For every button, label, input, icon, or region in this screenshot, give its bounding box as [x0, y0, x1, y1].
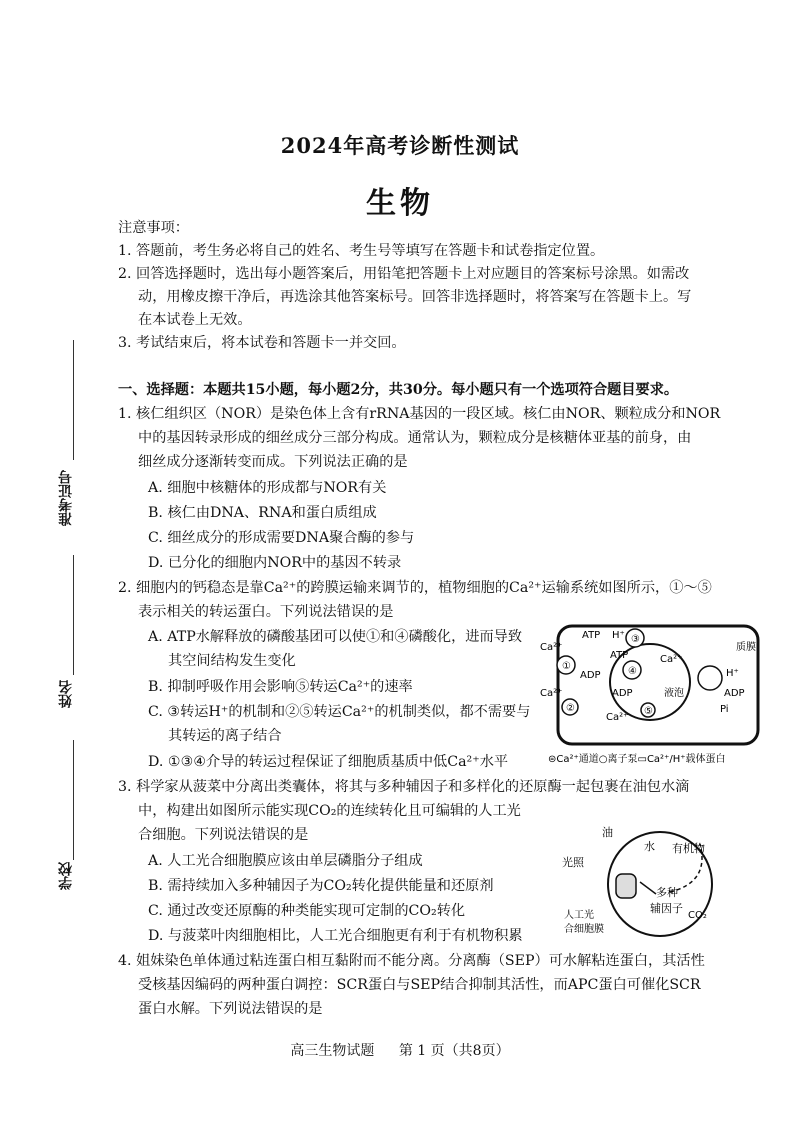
footer-page: 第 1 页（共8页） [398, 1043, 510, 1059]
q1-option-a: A. 细胞中核糖体的形成都与NOR有关 [148, 480, 387, 496]
arrow [640, 882, 656, 894]
proton-pump [698, 666, 722, 690]
fig-label: ATP [610, 650, 629, 661]
q1-option-b: B. 核仁由DNA、RNA和蛋白质组成 [148, 505, 377, 521]
fig-label: Ca²⁺ [606, 712, 629, 723]
fig-label: 光照 [562, 856, 584, 869]
exam-no-label: 准考证号 [58, 470, 74, 526]
fig-label: ADP [580, 670, 601, 681]
name-line [73, 555, 74, 675]
q4-stem: 蛋白水解。下列说法错误的是 [138, 1001, 323, 1017]
q2-option-a-cont: 其空间结构发生变化 [168, 653, 296, 669]
thylakoid [616, 874, 636, 898]
q2-option-c-cont: 其转运的离子结合 [168, 728, 282, 744]
q2-option-b: B. 抑制呼吸作用会影响⑤转运Ca²⁺的速率 [148, 679, 413, 695]
fig-label: 水 [644, 840, 655, 853]
fig-label: 液泡 [664, 688, 684, 699]
fig-legend: ⊜Ca²⁺通道○离子泵▭Ca²⁺/H⁺载体蛋白 [548, 754, 726, 765]
fig-label: 油 [602, 826, 613, 839]
q2-option-c: C. ③转运H⁺的机制和②⑤转运Ca²⁺的机制类似，都不需要与 [148, 704, 531, 720]
exam-no-line [73, 340, 74, 460]
fig-label: Ca²⁺ [660, 654, 683, 665]
q4-stem: 4. 姐妹染色单体通过粘连蛋白相互黏附而不能分离。分离酶（SEP）可水解粘连蛋白，其活性 [118, 953, 705, 969]
fig-label: H⁺ [726, 668, 739, 679]
school-label: 学校 [58, 862, 74, 890]
q2-option-d: D. ①③④介导的转运过程保证了细胞质基质中低Ca²⁺水平 [148, 754, 509, 770]
fig-label: ADP [612, 688, 633, 699]
q1-stem: 细丝成分逐渐转变而成。下列说法正确的是 [138, 454, 408, 470]
name-label: 姓名 [58, 680, 74, 708]
calcium-transport-diagram [540, 620, 780, 770]
fig-label: Pi [720, 704, 729, 715]
q3-option-c: C. 通过改变还原酶的种类能实现可定制的CO₂转化 [148, 903, 466, 919]
q3-option-a: A. 人工光合细胞膜应该由单层磷脂分子组成 [148, 853, 423, 869]
section-heading: 一、选择题：本题共15小题，每小题2分，共30分。每小题只有一个选项符合题目要求。 [118, 382, 679, 398]
notice-line: 2. 回答选择题时，选出每小题答案后，用铅笔把答题卡上对应题目的答案标号涂黑。如需改 [118, 266, 690, 282]
q1-stem: 1. 核仁组织区（NOR）是染色体上含有rRNA基因的一段区域。核仁由NOR、颗粒成分和NOR [118, 406, 721, 422]
fig-label: 人工光 [564, 910, 594, 921]
q3-stem: 合细胞。下列说法错误的是 [138, 827, 309, 843]
footer-subject: 高三生物试题 [290, 1043, 375, 1059]
fig-label: ATP [582, 630, 601, 641]
fig-label: ① [562, 661, 571, 672]
fig-label: ⑤ [644, 706, 653, 717]
fig-label: ④ [628, 666, 637, 677]
school-line [73, 740, 74, 860]
q1-option-d: D. 已分化的细胞内NOR中的基因不转录 [148, 555, 402, 571]
q4-stem: 受核基因编码的两种蛋白调控：SCR蛋白与SEP结合抑制其活性，而APC蛋白可催化SCR [138, 977, 701, 993]
notice-line: 在本试卷上无效。 [138, 312, 252, 328]
fig-label: 多种 [656, 886, 678, 899]
fig-label: Ca²⁺ [540, 688, 563, 699]
subject-title: 生物 [366, 186, 434, 221]
page-footer [0, 1040, 800, 1060]
q3-stem: 中，构建出如图所示能实现CO₂的连续转化且可编辑的人工光 [138, 803, 521, 819]
q2-stem: 2. 细胞内的钙稳态是靠Ca²⁺的跨膜运输来调节的，植物细胞的Ca²⁺运输系统如图所示，①～⑤ [118, 580, 712, 596]
fig-label: CO₂ [688, 910, 707, 921]
notice-line: 1. 答题前，考生务必将自己的姓名、考生号等填写在答题卡和试卷指定位置。 [118, 243, 605, 259]
notice-line: 3. 考试结束后，将本试卷和答题卡一并交回。 [118, 335, 406, 351]
artificial-cell-diagram [560, 822, 740, 942]
notice-line: 动，用橡皮擦干净后，再选涂其他答案标号。回答非选择题时，将答案写在答题卡上。写 [138, 289, 692, 305]
exam-title: 2024年高考诊断性测试 [280, 133, 520, 158]
q2-option-a: A. ATP水解释放的磷酸基团可以使①和④磷酸化，进而导致 [148, 629, 523, 645]
q3-stem: 3. 科学家从菠菜中分离出类囊体，将其与多种辅因子和多样化的还原酶一起包裹在油包水滴 [118, 779, 690, 795]
q1-stem: 中的基因转录形成的细丝成分三部分构成。通常认为，颗粒成分是核糖体亚基的前身，由 [138, 430, 692, 446]
fig-label: 辅因子 [650, 902, 683, 915]
q3-option-d: D. 与菠菜叶肉细胞相比，人工光合细胞更有利于有机物积累 [148, 928, 523, 944]
fig-label: 合细胞膜 [564, 924, 604, 935]
notice-heading: 注意事项： [118, 220, 189, 236]
fig-label: Ca²⁺ [540, 642, 563, 653]
fig-label: ② [566, 703, 575, 714]
q3-option-b: B. 需持续加入多种辅因子为CO₂转化提供能量和还原剂 [148, 878, 494, 894]
fig-label: H⁺ [612, 630, 625, 641]
fig-label: ADP [724, 688, 745, 699]
fig-label: 质膜 [736, 642, 756, 653]
fig-label: ③ [631, 634, 640, 645]
q2-stem: 表示相关的转运蛋白。下列说法错误的是 [138, 604, 394, 620]
q1-option-c: C. 细丝成分的形成需要DNA聚合酶的参与 [148, 530, 415, 546]
fig-label: 有机物 [672, 842, 705, 855]
